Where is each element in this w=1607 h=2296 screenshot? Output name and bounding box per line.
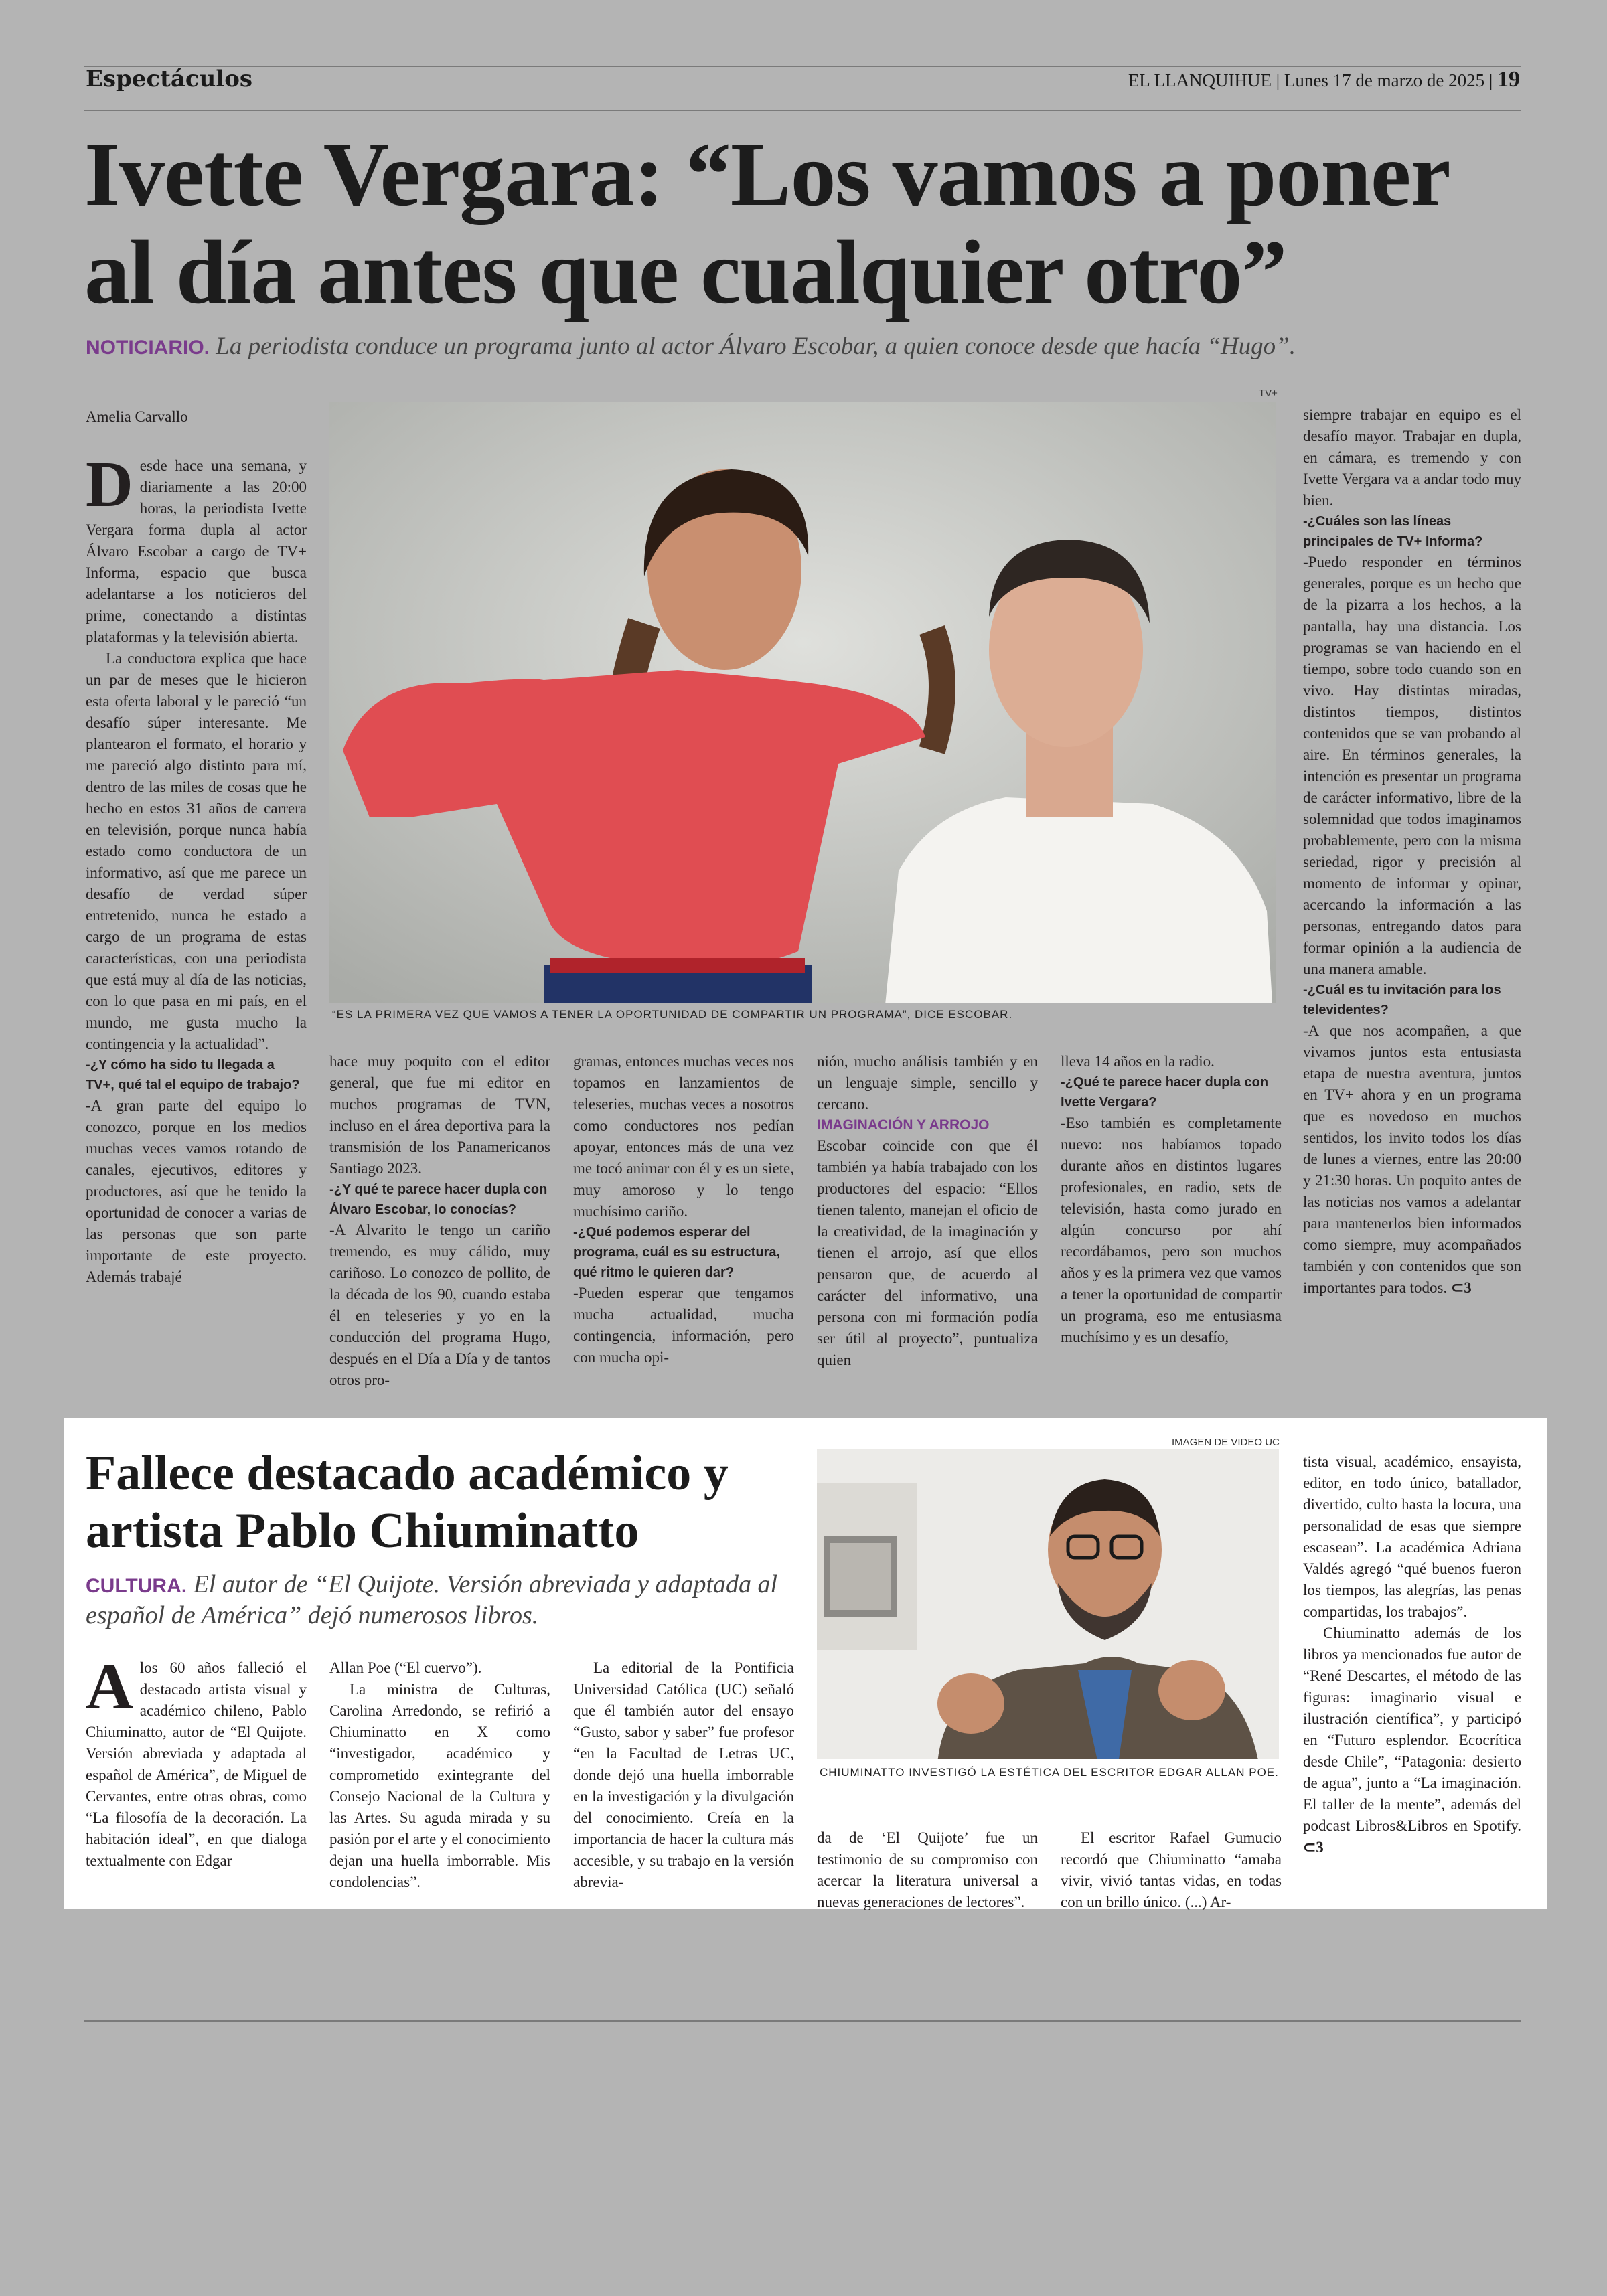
end-mark: ⊂3: [1303, 1839, 1324, 1856]
photo-credit: TV+: [1259, 388, 1278, 399]
body-paragraph: nión, mucho análisis también y en un lenguaje simple, sencillo y cercano.: [817, 1053, 1038, 1113]
interview-question: -¿Y cómo ha sido tu llegada a TV+, qué tal el equipo de trabajo?: [86, 1058, 300, 1092]
interview-answer: -A gran parte del equipo lo conozco, porque en los medios muchas veces vamos rotando de canales, ejecutivos, editores y productores, así que he tenido la oportunidad de conocer a varias de las personas que son parte importante de este proyecto. Además trabajé: [86, 1097, 307, 1285]
bottom-rule: [84, 2020, 1521, 2022]
byline: Amelia Carvallo: [86, 408, 188, 425]
article2-column-2: [329, 1657, 550, 1893]
body-paragraph: lleva 14 años en la radio.: [1061, 1053, 1215, 1070]
body-paragraph: Allan Poe (“El cuervo”).: [329, 1659, 482, 1676]
body-paragraph: esde hace una semana, y diariamente a las 20:00 horas, la periodista Ivette Vergara forma dupla al actor Álvaro Escobar a cargo de TV+ Informa, espacio que busca adelantarse a los noticieros del prime, conectando a distintas plataformas y la televisión abierta.: [86, 457, 307, 645]
page-number: 19: [1497, 67, 1520, 92]
header-rule: [84, 110, 1521, 111]
article1-column-4: [817, 1051, 1038, 1371]
photo-caption: CHIUMINATTO INVESTIGÓ LA ESTÉTICA DEL ESCRITOR EDGAR ALLAN POE.: [820, 1766, 1279, 1779]
article-standfirst: [86, 332, 1525, 361]
kicker: NOTICIARIO.: [86, 337, 210, 359]
body-paragraph: da de ‘El Quijote’ fue un testimonio de su compromiso con acercar la literatura universal a nuevas generaciones de lectores”.: [817, 1829, 1038, 1910]
article2-headline: Fallece destacado académico y artista Pablo Chiuminatto: [86, 1446, 729, 1558]
body-paragraph: La ministra de Culturas, Carolina Arredondo, se refirió a Chiuminatto en X como “investigador, académico y comprometido exintegrante del Consejo Nacional de la Cultura y las Artes. Su aguda mirada y su pasión por el arte y el conocimiento dejan una huella imborrable. Mis condolencias”.: [329, 1681, 550, 1890]
standfirst-text: La periodista conduce un programa junto al actor Álvaro Escobar, a quien conoce desde que hacía “Hugo”.: [216, 333, 1296, 360]
body-paragraph: Escobar coincide con que él también ya había trabajado con los productores del espacio: “Ellos tienen talento, manejan el oficio de la creatividad, de la imaginación y tienen el arrojo, así que ellos pensaron que, de acuerdo al carácter del informativo, una persona con mi formación podía ser útil al proyecto”, puntualiza quien: [817, 1137, 1038, 1368]
body-paragraph: Chiuminatto además de los libros ya mencionados fue autor de “René Descartes, el método de las figuras: imaginario visual e ilustración científica”, y participó en “Futuro esplendor. Ecocrítica desde Chile”, “Patagonia: desierto de agua”, junto a “La imaginación. El taller de la mente”, además del podcast Libros&Libros en Spotify.: [1303, 1625, 1521, 1834]
drop-cap: A: [86, 1651, 133, 1723]
interview-question: -¿Cuál es tu invitación para los televidentes?: [1303, 983, 1501, 1017]
body-paragraph: El escritor Rafael Gumucio recordó que Chiuminatto “amaba vivir, vivió tantas vidas, en todas con un brillo único. (...) Ar-: [1061, 1829, 1282, 1910]
interview-answer: -A que nos acompañen, a que vivamos juntos esta entusiasta etapa de nuestra aventura, juntos en TV+ ahora y en un programa que es novedoso en muchos sentidos, los invito todos los días de lunes a viernes, entre las 20:00 y 21:30 horas. Un poquito antes de las noticias nos vamos a adelantar para mantenerlos bien informados como siempre, muy acompañados también y con contenidos que son importantes para todos.: [1303, 1022, 1521, 1296]
photo-credit: IMAGEN DE VIDEO UC: [1172, 1437, 1280, 1448]
interview-question: -¿Qué te parece hacer dupla con Ivette Vergara?: [1061, 1075, 1269, 1110]
issue-date: Lunes 17 de marzo de 2025: [1284, 70, 1485, 90]
article2-column-1: [86, 1651, 307, 1872]
article2-column-6: [1303, 1451, 1521, 1858]
body-paragraph: tista visual, académico, ensayista, editor, en todo único, batallador, divertido, culto hasta la locura, una personalidad de esas que siempre escasean”. La académica Adriana Valdés agregó “qué buenos fueron los tiempos, las alegrías, las penas compartidas, los trabajos”.: [1303, 1453, 1521, 1620]
kicker: CULTURA.: [86, 1575, 187, 1597]
body-paragraph: los 60 años falleció el destacado artista visual y académico chileno, Pablo Chiuminatto, autor de “El Quijote. Versión abreviada y adaptada al español de América”, de Miguel de Cervantes, entre otras obras, como “La filosofía de la decoración. La habitación ideal”, en que dialoga textualmente con Edgar: [86, 1659, 307, 1869]
newspaper-name: EL LLANQUIHUE: [1128, 70, 1272, 90]
interview-answer: -A Alvarito le tengo un cariño tremendo, es muy cálido, muy cariñoso. Lo conozco de pollito, de la década de los 90, cuando estaba él en teleseries y yo en la conducción del programa Hugo, después en el Día a Día y de tantos otros pro-: [329, 1222, 550, 1388]
chiuminatto-photo-image: [817, 1449, 1279, 1759]
hosts-photo: [329, 402, 1276, 1003]
hosts-photo-image: [329, 402, 1276, 1003]
interview-question: -¿Qué podemos esperar del programa, cuál es su estructura, qué ritmo le quieren dar?: [573, 1225, 781, 1280]
article1-column-5: [1061, 1051, 1282, 1348]
article1-column-3: [573, 1051, 794, 1368]
body-paragraph: La editorial de la Pontificia Universidad Católica (UC) señaló que él también autor del ensayo “Gusto, sabor y saber” fue profesor “en la Facultad de Letras UC, donde dejó una huella imborrable en la investigación y la divulgación del conocimiento. Creía en la importancia de hacer la cultura más accesible, y su trabajo en la versión abrevia-: [573, 1659, 794, 1890]
photo-caption: “ES LA PRIMERA VEZ QUE VAMOS A TENER LA OPORTUNIDAD DE COMPARTIR UN PROGRAMA”, DICE ESCOBAR.: [332, 1008, 1013, 1021]
article1-column-6: [1303, 404, 1521, 1299]
body-paragraph: siempre trabajar en equipo es el desafío mayor. Trabajar en dupla, en cámara, es tremendo y con Ivette Vergara va a andar todo muy bien.: [1303, 406, 1521, 509]
article1-column-1: [86, 448, 307, 1288]
drop-cap: D: [86, 448, 133, 521]
standfirst-text: El autor de “El Quijote. Versión abreviada y adaptada al español de América” dejó numerosos libros.: [86, 1570, 778, 1629]
article2-column-3: [573, 1657, 794, 1893]
article1-column-2: [329, 1051, 550, 1391]
subheading: IMAGINACIÓN Y ARROJO: [817, 1117, 990, 1133]
article2-column-5: [1061, 1827, 1282, 1913]
issue-info: EL LLANQUIHUE | Lunes 17 de marzo de 2025 | 19: [1128, 67, 1520, 92]
article2-column-4: [817, 1827, 1038, 1913]
interview-answer: -Puedo responder en términos generales, porque es un hecho que de la pizarra a los hechos, a la pantalla, hay una distancia. Los programas se van haciendo en el tiempo, sobre todo cuando son en vivo. Hay distintas miradas, distintos tiempos, distintos contenidos que se van probando al aire. En términos generales, la intención es presentar un programa de carácter informativo, libre de la solemnidad que todos imaginamos probablemente, pero con la misma seriedad, rigor y precisión al momento de informar y opinar, acercando la información a las personas, entregando datos para formar opinión a la audiencia de una manera amable.: [1303, 554, 1521, 977]
interview-answer: -Pueden esperar que tengamos mucha actualidad, mucha contingencia, información, pero con mucha opi-: [573, 1285, 794, 1366]
end-mark: ⊂3: [1451, 1279, 1472, 1296]
interview-question: -¿Y qué te parece hacer dupla con Álvaro Escobar, lo conocías?: [329, 1182, 548, 1217]
body-paragraph: gramas, entonces muchas veces nos topamos en lanzamientos de teleseries, muchas veces a nosotros como conductores nos pedían apoyar, entonces más de una vez me tocó animar con él y es un siete, muy amoroso y lo tengo muchísimo cariño.: [573, 1053, 794, 1220]
chiuminatto-photo: [817, 1449, 1279, 1759]
section-name: Espectáculos: [86, 66, 253, 92]
body-paragraph: hace muy poquito con el editor general, que fue mi editor en muchos programas de TVN, incluso en el área deportiva para la transmisión de los Panamericanos Santiago 2023.: [329, 1053, 550, 1177]
body-paragraph: La conductora explica que hace un par de meses que le hicieron esta oferta laboral y le pareció “un desafío súper interesante. Me plantearon el formato, el horario y me pareció algo distinto para mí, dentro de las miles de cosas que he hecho en estos 31 años de carrera en televisión, porque nunca había estado como conductora de un informativo, así que me parece un desafío de verdad súper entretenido, nunca he estado a cargo de un programa de estas características, con una periodista que está muy al día de las noticias, con lo que pasa en mi país, en el mundo, me gusta mucho la contingencia y la actualidad”.: [86, 650, 307, 1052]
article2-standfirst: [86, 1569, 789, 1631]
interview-question: -¿Cuáles son las líneas principales de TV+ Informa?: [1303, 514, 1483, 549]
article-headline: Ivette Vergara: “Los vamos a poner al día antes que cualquier otro”: [84, 125, 1449, 323]
interview-answer: -Eso también es completamente nuevo: nos habíamos topado durante años en distintos lugares profesionales, en radio, sets de televisión, hasta como jurado en algún concurso por ahí recordábamos, pero son muchos años y es la primera vez que vamos a tener la oportunidad de compartir un programa, eso me entusiasma muchísimo y es un desafío,: [1061, 1115, 1282, 1345]
